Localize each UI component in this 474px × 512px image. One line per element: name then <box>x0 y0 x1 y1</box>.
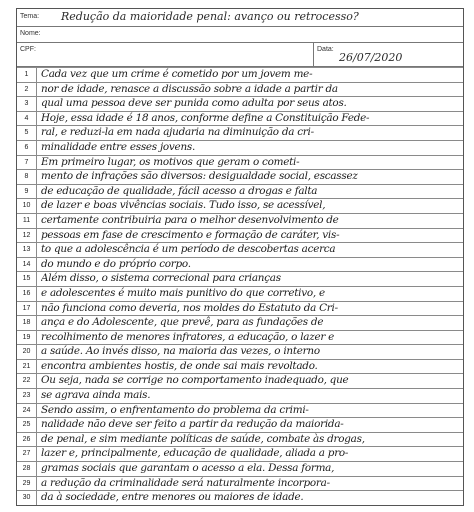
handwritten-line-text: do mundo e do próprio corpo. <box>41 257 191 270</box>
essay-line <box>17 111 463 126</box>
data-label: Data: <box>317 46 334 53</box>
line-number: 10 <box>17 199 37 213</box>
line-number: 13 <box>17 243 37 257</box>
essay-line <box>17 67 463 82</box>
tema-label: Tema: <box>20 13 40 20</box>
line-number: 5 <box>17 126 37 140</box>
line-number: 19 <box>17 331 37 345</box>
handwritten-line-text: nor de idade, renasce a discussão sobre a idade a partir da <box>41 82 338 95</box>
line-number: 16 <box>17 287 37 301</box>
essay-line <box>17 257 463 272</box>
essay-line <box>17 228 463 243</box>
essay-line <box>17 446 463 461</box>
handwritten-line-text: e adolescentes é muito mais punitivo do que corretivo, e <box>41 286 325 299</box>
handwritten-line-text: Além disso, o sistema correcional para crianças <box>41 272 281 285</box>
line-number: 18 <box>17 316 37 330</box>
line-number: 23 <box>17 389 37 403</box>
essay-line <box>17 242 463 257</box>
essay-line <box>17 432 463 447</box>
handwritten-line-text: certamente contribuiria para o melhor desenvolvimento de <box>41 213 339 226</box>
handwritten-line-text: de penal, e sim mediante políticas de saúde, combate às drogas, <box>41 432 365 445</box>
cpf-data-divider <box>313 43 314 66</box>
essay-line <box>17 82 463 97</box>
handwritten-line-text: se agrava ainda mais. <box>41 389 151 402</box>
line-number: 7 <box>17 156 37 170</box>
line-number: 24 <box>17 404 37 418</box>
line-number: 9 <box>17 185 37 199</box>
handwritten-line-text: qual uma pessoa deve ser punida como adulta por seus atos. <box>41 97 347 110</box>
line-number: 3 <box>17 97 37 111</box>
tema-row <box>17 9 463 27</box>
essay-line <box>17 373 463 388</box>
handwritten-line-text: Ou seja, nada se corrige no comportamento inadequado, que <box>41 374 349 387</box>
line-number: 30 <box>17 491 37 505</box>
essay-line <box>17 140 463 155</box>
handwritten-line-text: mento de infrações são diversos: desigualdade social, escassez <box>41 170 358 183</box>
essay-line <box>17 184 463 199</box>
essay-line <box>17 286 463 301</box>
line-number: 15 <box>17 272 37 286</box>
essay-line <box>17 213 463 228</box>
tema-value: Redução da maioridade penal: avanço ou retrocesso? <box>61 10 359 23</box>
line-number: 1 <box>17 68 37 82</box>
essay-line <box>17 490 463 505</box>
handwritten-line-text: lazer e, principalmente, educação de qualidade, aliada a pro- <box>41 447 349 460</box>
essay-line <box>17 417 463 432</box>
essay-line <box>17 344 463 359</box>
essay-line <box>17 359 463 374</box>
handwritten-line-text: ral, e reduzi-la em nada ajudaria na diminuição da cri- <box>41 126 314 139</box>
handwritten-line-text: Em primeiro lugar, os motivos que geram o cometi- <box>41 155 300 168</box>
essay-line <box>17 301 463 316</box>
nome-row <box>17 27 463 43</box>
essay-line <box>17 476 463 491</box>
line-number: 6 <box>17 141 37 155</box>
essay-line <box>17 125 463 140</box>
nome-label: Nome: <box>20 30 41 37</box>
essay-line <box>17 155 463 170</box>
line-number: 29 <box>17 477 37 491</box>
data-value: 26/07/2020 <box>339 51 403 64</box>
handwritten-line-text: Hoje, essa idade é 18 anos, conforme define a Constituição Fede- <box>41 111 370 124</box>
line-number: 26 <box>17 433 37 447</box>
handwritten-line-text: não funciona como deveria, nos moldes do Estatuto da Cri- <box>41 301 338 314</box>
essay-sheet <box>16 8 464 506</box>
essay-lines <box>17 67 463 505</box>
line-number: 12 <box>17 229 37 243</box>
handwritten-line-text: encontra ambientes hostis, de onde sai mais revoltado. <box>41 359 318 372</box>
handwritten-line-text: to que a adolescência é um período de descobertas acerca <box>41 243 336 256</box>
handwritten-line-text: Sendo assim, o enfrentamento do problema da crimi- <box>41 403 309 416</box>
line-number: 28 <box>17 462 37 476</box>
line-number: 20 <box>17 345 37 359</box>
handwritten-line-text: ança e do Adolescente, que prevê, para as fundações de <box>41 316 324 329</box>
essay-line <box>17 96 463 111</box>
essay-line <box>17 403 463 418</box>
line-number: 27 <box>17 447 37 461</box>
cpf-label: CPF: <box>20 46 36 53</box>
line-number: 14 <box>17 258 37 272</box>
essay-line <box>17 271 463 286</box>
handwritten-line-text: recolhimento de menores infratores, a educação, o lazer e <box>41 330 335 343</box>
handwritten-line-text: da à sociedade, entre menores ou maiores de idade. <box>41 491 304 504</box>
handwritten-line-text: gramas sociais que garantam o acesso a ela. Dessa forma, <box>41 462 335 475</box>
essay-line <box>17 315 463 330</box>
essay-line <box>17 461 463 476</box>
handwritten-line-text: de educação de qualidade, fácil acesso a drogas e falta <box>41 184 318 197</box>
line-number: 4 <box>17 112 37 126</box>
handwritten-line-text: a saúde. Ao invés disso, na maioria das vezes, o interno <box>41 345 320 358</box>
handwritten-line-text: de lazer e boas vivências sociais. Tudo isso, se acessível, <box>41 199 326 212</box>
handwritten-line-text: pessoas em fase de crescimento e formação de caráter, vis- <box>41 228 340 241</box>
handwritten-line-text: a redução da criminalidade será naturalmente incorpora- <box>41 476 330 489</box>
essay-line <box>17 388 463 403</box>
essay-line <box>17 169 463 184</box>
line-number: 17 <box>17 302 37 316</box>
line-number: 11 <box>17 214 37 228</box>
line-number: 22 <box>17 374 37 388</box>
essay-line <box>17 198 463 213</box>
line-number: 2 <box>17 83 37 97</box>
line-number: 25 <box>17 418 37 432</box>
handwritten-line-text: minalidade entre esses jovens. <box>41 140 196 153</box>
cpf-data-row <box>17 43 463 67</box>
line-number: 8 <box>17 170 37 184</box>
handwritten-line-text: nalidade não deve ser feito a partir da redução da maiorida- <box>41 418 344 431</box>
essay-line <box>17 330 463 345</box>
line-number: 21 <box>17 360 37 374</box>
handwritten-line-text: Cada vez que um crime é cometido por um jovem me- <box>41 68 313 80</box>
